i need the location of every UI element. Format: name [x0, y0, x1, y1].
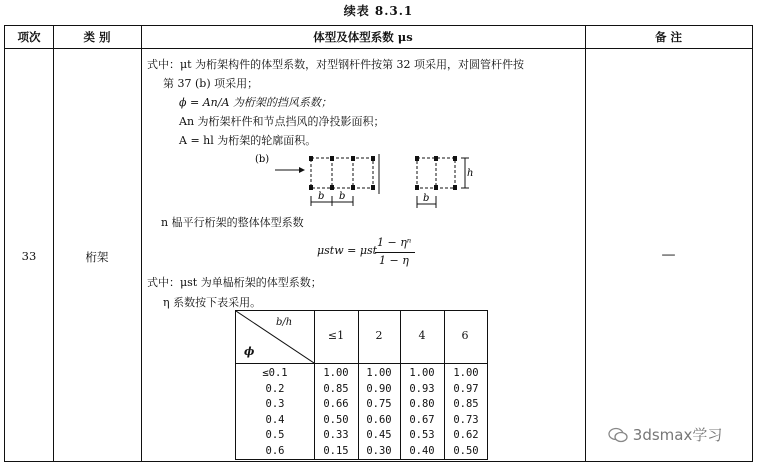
col-divider [585, 26, 586, 461]
eta-phi-cell: 0.2 [265, 382, 285, 395]
formula-numerator: 1 − ηⁿ [377, 236, 412, 249]
eta-value-cell: 0.66 [323, 398, 349, 410]
eta-phi-cell: ≤0.1 [262, 367, 288, 379]
table-caption: 续表 8.3.1 [343, 4, 414, 18]
eta-value-cell: 0.90 [366, 382, 392, 395]
formula-text-line: An 为桁架杆件和节点挡风的净投影面积； [179, 115, 385, 128]
spec-table [4, 25, 753, 462]
eta-value-cell: 0.33 [323, 429, 349, 441]
eta-table-row [236, 443, 487, 459]
eta-value-cell: 0.73 [453, 413, 479, 426]
eta-value-cell: 0.80 [409, 398, 435, 410]
eta-value-cell: 0.67 [409, 413, 435, 426]
eta-value-cell: 0.30 [366, 444, 392, 457]
header-coefficient: 体型及体型系数 μs [313, 30, 413, 44]
formula-text-line: A = hl 为桁架的轮廓面积。 [179, 134, 317, 147]
dim-label-b: b [423, 193, 430, 204]
eta-value-cell: 0.75 [366, 398, 392, 410]
eta-col-header: ≤1 [327, 329, 345, 342]
truss-nodes [309, 156, 375, 190]
eta-value-cell: 0.50 [453, 444, 479, 457]
truss-outline-1 [311, 158, 373, 188]
corner-phi-label: ϕ [244, 345, 255, 358]
formula-lhs: μstw = μst [317, 244, 378, 257]
fraction-bar [375, 252, 415, 253]
eta-table-row [236, 396, 487, 412]
eta-value-cell: 1.00 [366, 367, 392, 379]
eta-table-row [236, 427, 487, 443]
corner-bh-label: b/h [276, 317, 293, 328]
header-remarks: 备 注 [654, 30, 682, 44]
eta-value-cell: 0.53 [409, 429, 435, 441]
dim-label-h: h [467, 168, 474, 179]
formula-text-line: 式中：μst 为单榀桁架的体型系数； [147, 276, 322, 289]
eta-table-row [236, 412, 487, 428]
eta-value-cell: 0.50 [323, 413, 349, 426]
item-remarks: — [661, 247, 676, 263]
formula-text-line: η 系数按下表采用。 [163, 296, 262, 309]
dim-label-b: b [318, 191, 325, 202]
formula-text-line: 第 37 (b) 项采用； [163, 77, 259, 90]
eta-value-cell: 1.00 [409, 367, 435, 379]
eta-value-cell: 1.00 [453, 367, 479, 379]
eta-value-cell: 0.85 [453, 398, 479, 410]
item-category: 桁架 [85, 250, 109, 264]
figure-label: (b) [255, 154, 270, 165]
col-divider [53, 26, 54, 461]
item-number: 33 [21, 249, 37, 263]
eta-value-cell: 0.60 [366, 413, 392, 426]
eta-table-row [236, 365, 487, 381]
eta-coefficient-table [235, 310, 488, 460]
eta-col-header: 4 [418, 329, 426, 342]
eta-phi-cell: 0.5 [265, 429, 285, 441]
eta-value-cell: 1.00 [323, 367, 349, 379]
eta-phi-cell: 0.4 [265, 413, 285, 426]
eta-value-cell: 0.97 [453, 382, 479, 395]
eta-table-row [236, 381, 487, 397]
eta-value-cell: 0.15 [323, 444, 349, 457]
header-item-no: 项次 [17, 30, 41, 44]
eta-value-cell: 0.45 [366, 429, 392, 441]
eta-phi-cell: 0.6 [265, 444, 285, 457]
eta-value-cell: 0.62 [453, 429, 479, 441]
wind-arrow-head [299, 167, 305, 173]
eta-phi-cell: 0.3 [265, 398, 285, 410]
formula-text-line: 式中：μt 为桁架构件的体型系数，对型钢杆件按第 32 项采用，对圆管杆件按 [147, 58, 525, 71]
truss-diagram [253, 150, 483, 216]
header-category: 类 别 [83, 30, 111, 44]
wechat-icon [608, 427, 628, 443]
eta-value-cell: 0.93 [409, 382, 435, 395]
eta-value-cell: 0.85 [323, 382, 349, 395]
eta-col-header: 6 [461, 329, 469, 342]
col-divider [141, 26, 142, 461]
formula-text-line: ϕ = An/A 为桁架的挡风系数； [179, 96, 332, 109]
formula-denominator: 1 − η [379, 254, 409, 267]
watermark-text: 3dsmax学习 [632, 426, 723, 444]
watermark [608, 424, 722, 445]
eta-col-header: 2 [375, 329, 383, 342]
dim-label-b: b [339, 191, 346, 202]
eta-value-cell: 0.40 [409, 444, 435, 457]
formula-text-line: n 榀平行桁架的整体体型系数 [161, 216, 304, 229]
